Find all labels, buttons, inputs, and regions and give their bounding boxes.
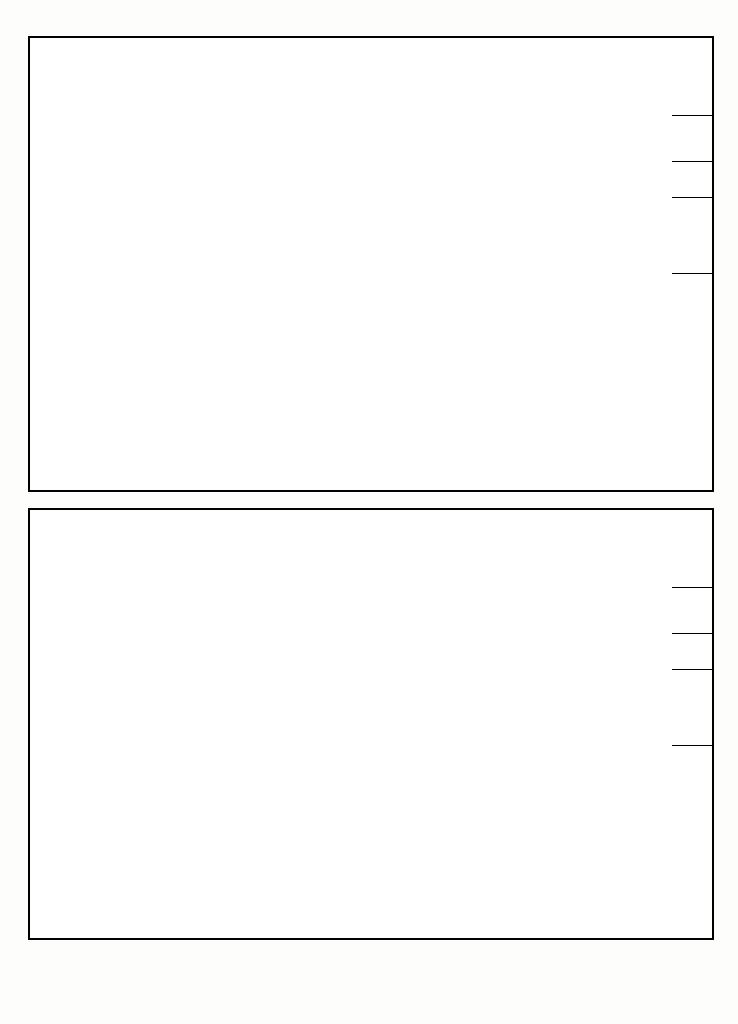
header-age: [672, 634, 712, 670]
column-headers-bottom: [672, 510, 712, 938]
roster-table-bottom: [28, 508, 714, 940]
header-address: [672, 746, 712, 938]
header-alias: [672, 588, 712, 634]
header-name: [672, 38, 712, 116]
header-native-place: [672, 198, 712, 274]
header-alias: [672, 116, 712, 162]
column-headers-top: [672, 38, 712, 490]
header-address: [672, 274, 712, 490]
header-native-place: [672, 670, 712, 746]
header-name: [672, 510, 712, 588]
roster-table-top: [28, 36, 714, 492]
header-age: [672, 162, 712, 198]
